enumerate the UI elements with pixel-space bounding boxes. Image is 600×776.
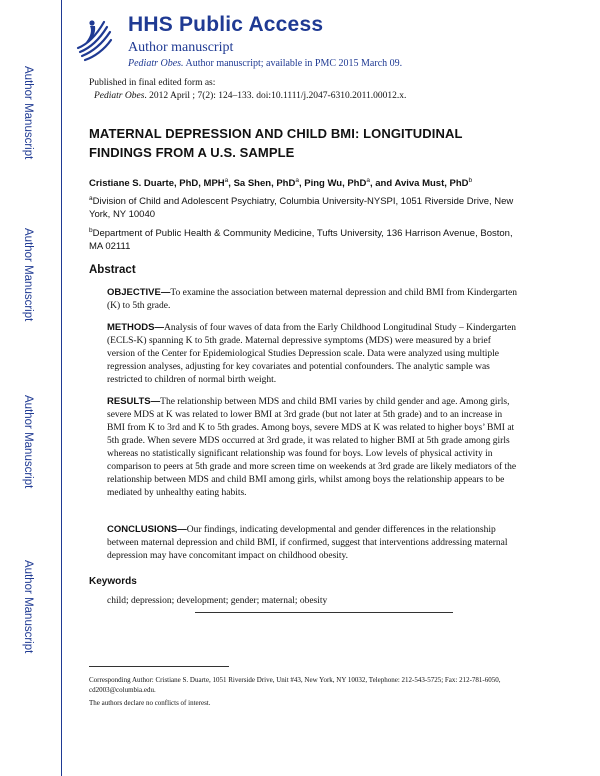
citation-text: . 2012 April ; 7(2): 124–133. doi:10.1111/j.2047-6310.2011.00012.x.: [144, 91, 407, 101]
section-label: CONCLUSIONS—: [107, 524, 187, 535]
keywords-list: child; depression; development; gender; maternal; obesity: [107, 596, 328, 606]
hhs-eagle-logo-icon: [74, 14, 114, 68]
article-title: MATERNAL DEPRESSION AND CHILD BMI: LONGITUDINAL FINDINGS FROM A U.S. SAMPLE: [89, 126, 463, 160]
affiliation-b: [89, 224, 519, 253]
published-line: Published in final edited form as:: [89, 78, 216, 88]
side-label-author-manuscript: Author Manuscript: [22, 395, 34, 489]
margin-rule: [61, 0, 62, 776]
author-name: Aviva Must, PhD: [394, 178, 469, 190]
section-label: RESULTS—: [107, 396, 161, 407]
author-name: Sa Shen, PhD: [233, 178, 296, 190]
affiliation-marker: a: [89, 195, 93, 202]
author-affiliation-marker: a: [295, 177, 299, 184]
side-label-author-manuscript: Author Manuscript: [22, 228, 34, 322]
author-separator: ,: [298, 178, 305, 190]
section-label: METHODS—: [107, 322, 164, 333]
citation-line: [89, 90, 406, 103]
keywords-heading: Keywords: [89, 576, 137, 587]
abstract-conclusions: [107, 523, 519, 563]
affiliation-text: Department of Public Health & Community Medicine, Tufts University, 136 Harrison Avenue, Boston, MA 02111: [89, 228, 513, 253]
availability-line: [128, 58, 402, 69]
abstract-methods: [107, 321, 519, 387]
author-manuscript-subtitle: Author manuscript: [128, 40, 234, 55]
publication-info: [89, 77, 406, 103]
abstract-objective: [107, 286, 519, 313]
section-text: To examine the association between maternal depression and child BMI from Kindergarten (K) to 5th grade.: [107, 288, 517, 311]
author-separator: , and: [369, 178, 395, 190]
author-affiliation-marker: a: [224, 177, 229, 184]
conflict-of-interest-note: The authors declare no conflicts of interest.: [89, 699, 211, 707]
side-label-author-manuscript: Author Manuscript: [22, 560, 34, 654]
footnote-divider: [89, 666, 229, 667]
abstract-heading: Abstract: [89, 264, 136, 276]
author-affiliation-marker: a: [366, 177, 370, 184]
availability-text: Author manuscript; available in PMC 2015 March 09.: [183, 58, 403, 69]
affiliation-marker: b: [89, 227, 93, 234]
affiliation-a: [89, 192, 519, 221]
affiliation-text: Division of Child and Adolescent Psychiatry, Columbia University-NYSPI, 1051 Riverside Drive, New York, NY 10040: [89, 196, 514, 221]
side-label-author-manuscript: Author Manuscript: [22, 66, 34, 160]
section-text: Analysis of four waves of data from the Early Childhood Longitudinal Study – Kindergarten (ECLS-K) spanning K to 5th grade. Maternal depressive symptoms (MDS) were measured by a brief version of the Center for Epidemiological Studies Depression scale. Data were analyzed using multiple regression analyses, adjusting for key covariates and potential confounders. The analytic sample was restricted to children of normal birth weight.: [107, 323, 517, 385]
author-name: Cristiane S. Duarte, PhD, MPH: [89, 178, 225, 190]
author-list: [89, 177, 519, 189]
citation-journal: Pediatr Obes: [94, 91, 145, 101]
section-divider: [195, 612, 453, 613]
author-name: Ping Wu, PhD: [304, 178, 367, 190]
availability-journal: Pediatr Obes.: [128, 58, 184, 69]
corresponding-author-note: Corresponding Author: Cristiane S. Duarte, 1051 Riverside Drive, Unit #43, New York, NY 10032, Telephone: 212-543-5725; Fax: 212-781-6050, cd2003@columbia.edu.: [89, 676, 501, 694]
hhs-public-access-title: HHS Public Access: [128, 13, 324, 36]
section-text: The relationship between MDS and child BMI varies by child gender and age. Among girls, severe MDS at K was related to lower BMI at 3rd grade (but not later at 5th grade) and to an increase in BMI from K to 3rd and K to 5th grades. Among boys, severe MDS at K was related to higher boys’ BMI at 5th grade. When severe MDS occurred at 3rd grade, it was related to higher BMI at 5th grade among girls whereas no statistically significant relationship was found for boys. Low levels of physical activity in comparison to peers at 5th grade and more screen time on weekends at 3rd grade are likely mediators of the relationship between MDS and child BMI among girls, whilst among boys the relationship appears to be mediated by unhealthy eating habits.: [107, 397, 517, 498]
author-separator: ,: [228, 178, 234, 190]
author-affiliation-marker: b: [468, 177, 473, 184]
section-label: OBJECTIVE—: [107, 287, 171, 298]
section-text: Our findings, indicating developmental and gender differences in the relationship between maternal depression and child BMI, if confirmed, suggest that interventions addressing maternal depression may have concomitant impact on childhood obesity.: [107, 525, 508, 561]
abstract-results: [107, 395, 519, 500]
